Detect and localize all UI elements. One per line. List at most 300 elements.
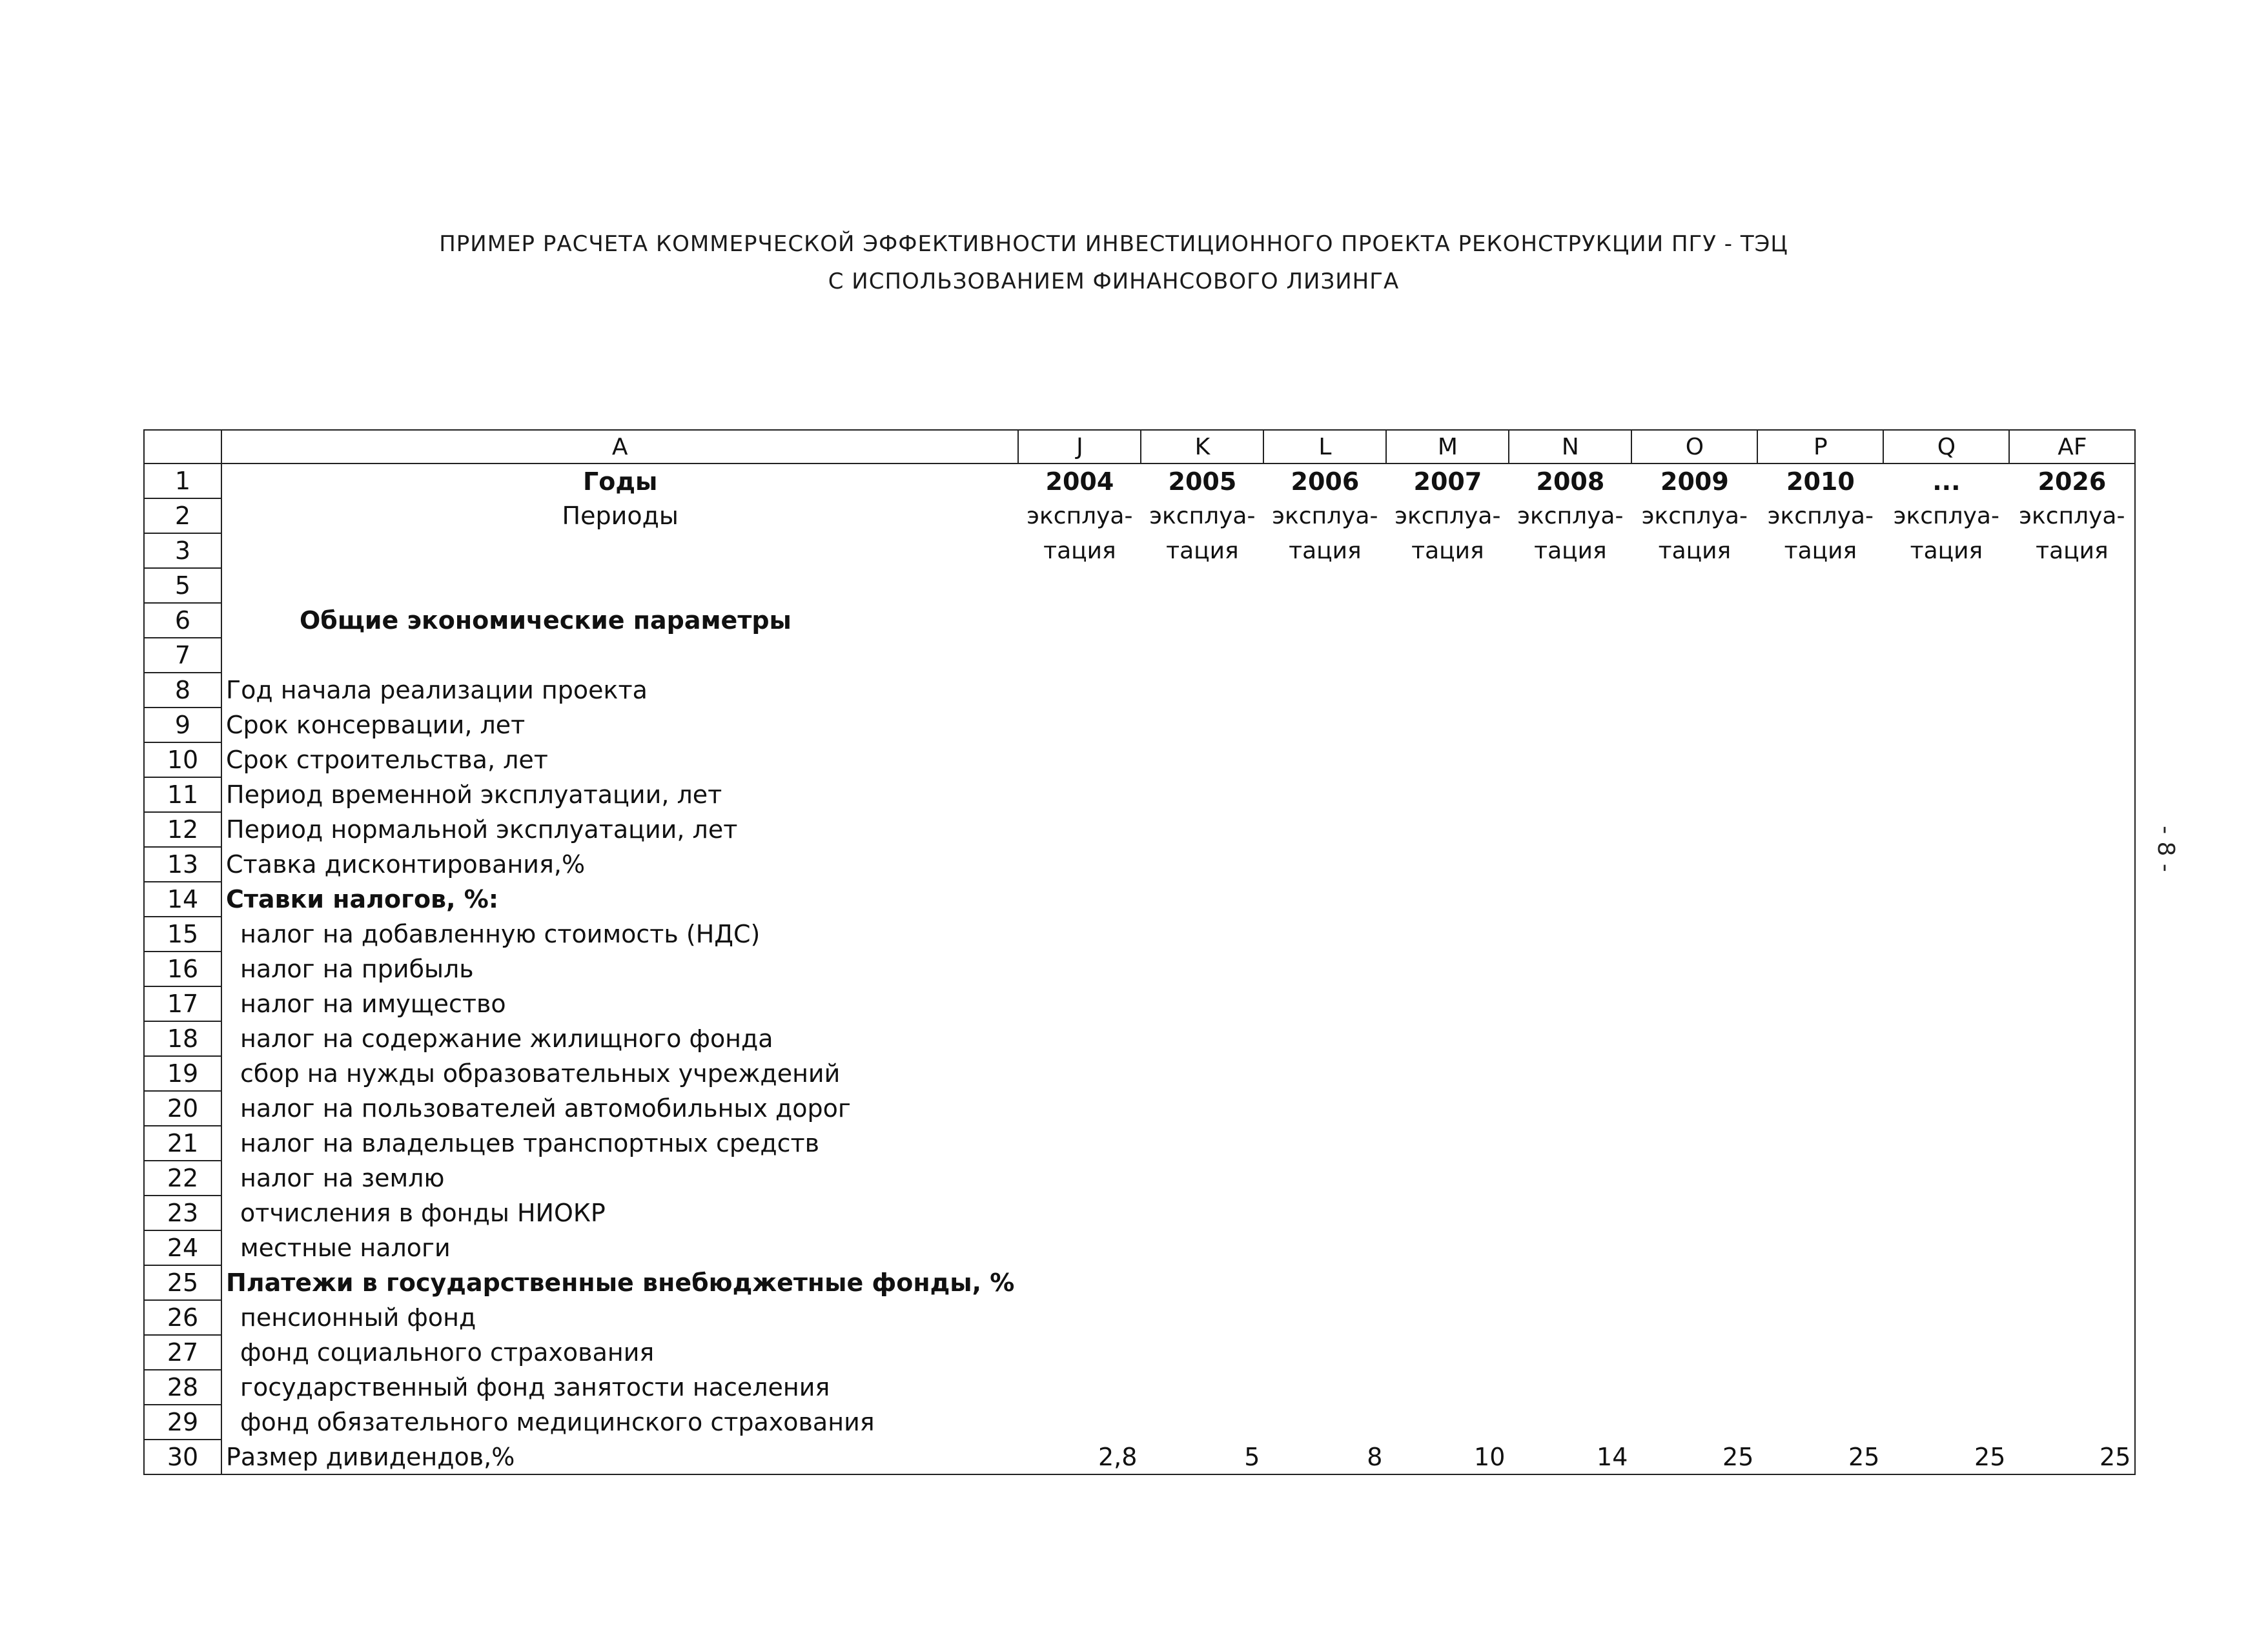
row-label: государственный фонд занятости населения (221, 1370, 1018, 1405)
value-cell (1883, 568, 2009, 603)
value-cell (1631, 847, 1757, 882)
value-cell (2009, 1091, 2135, 1126)
period-cell: тация (1043, 537, 1116, 564)
value-cell (1386, 882, 1509, 917)
value-cell (1141, 673, 1263, 708)
value-cell (1509, 673, 1631, 708)
value-cell (1141, 952, 1263, 986)
value-cell (1141, 708, 1263, 742)
column-header-o: O (1631, 430, 1757, 463)
dividend-value: 25 (2009, 1440, 2135, 1474)
parameter-row (144, 812, 2135, 847)
value-cell (1263, 673, 1386, 708)
value-cell (1631, 1230, 1757, 1265)
value-cell (1509, 1230, 1631, 1265)
value-cell (1509, 638, 1631, 673)
value-cell (1631, 603, 1757, 638)
value-cell (1386, 1161, 1509, 1196)
value-cell (1018, 986, 1141, 1021)
row-number: 26 (144, 1300, 221, 1335)
row-label: Ставка дисконтирования,% (221, 847, 1018, 882)
value-cell (1883, 708, 2009, 742)
row-number: 10 (144, 742, 221, 777)
value-cell (1263, 1265, 1386, 1300)
years-label: Годы (221, 463, 1018, 498)
value-cell (2009, 1405, 2135, 1440)
value-cell (1631, 1370, 1757, 1405)
column-header-k: K (1141, 430, 1263, 463)
column-header-af: AF (2009, 430, 2135, 463)
periods-row-continued (144, 533, 2135, 568)
value-cell (1263, 1370, 1386, 1405)
value-cell (2009, 1370, 2135, 1405)
dividends-label: Размер дивидендов,% (221, 1440, 1018, 1474)
value-cell (1631, 1265, 1757, 1300)
dividend-value: 2,8 (1018, 1440, 1141, 1474)
value-cell (1757, 882, 1883, 917)
row-label: пенсионный фонд (221, 1300, 1018, 1335)
parameter-row (144, 1335, 2135, 1370)
value-cell (1263, 708, 1386, 742)
value-cell (1141, 603, 1263, 638)
value-cell (1757, 568, 1883, 603)
value-cell (1386, 1126, 1509, 1161)
value-cell (1631, 638, 1757, 673)
row-number: 29 (144, 1405, 221, 1440)
value-cell (1631, 568, 1757, 603)
period-cell: тация (1411, 537, 1484, 564)
value-cell (1883, 812, 2009, 847)
period-cell: эксплуа- (1641, 502, 1748, 529)
value-cell (2009, 638, 2135, 673)
value-cell (1883, 1056, 2009, 1091)
period-cell: тация (1534, 537, 1607, 564)
row-number: 25 (144, 1265, 221, 1300)
row-label: сбор на нужды образовательных учреждений (221, 1056, 1018, 1091)
value-cell (1509, 882, 1631, 917)
dividend-value: 8 (1263, 1440, 1386, 1474)
value-cell (1883, 986, 2009, 1021)
value-cell (1509, 1021, 1631, 1056)
value-cell (1141, 1265, 1263, 1300)
parameter-row (144, 1370, 2135, 1405)
row-label: Срок консервации, лет (221, 708, 1018, 742)
value-cell (2009, 847, 2135, 882)
value-cell (1018, 742, 1141, 777)
document-title-line-1: ПРИМЕР РАСЧЕТА КОММЕРЧЕСКОЙ ЭФФЕКТИВНОСТИ ИНВЕСТИЦИОННОГО ПРОЕКТА РЕКОНСТРУКЦИИ ПГУ - ТЭЦ (439, 231, 1788, 257)
value-cell (1631, 882, 1757, 917)
value-cell (1757, 742, 1883, 777)
value-cell (1757, 1126, 1883, 1161)
page-number: - 8 - (2152, 826, 2180, 872)
value-cell (1883, 1161, 2009, 1196)
value-cell (1757, 708, 1883, 742)
row-number: 5 (144, 568, 221, 603)
value-cell (1141, 917, 1263, 952)
value-cell (1386, 986, 1509, 1021)
value-cell (1631, 986, 1757, 1021)
parameter-row (144, 568, 2135, 603)
value-cell (1757, 673, 1883, 708)
value-cell (1509, 1126, 1631, 1161)
value-cell (2009, 986, 2135, 1021)
value-cell (2009, 777, 2135, 812)
value-cell (2009, 812, 2135, 847)
value-cell (1141, 1300, 1263, 1335)
row-label (221, 533, 1018, 568)
value-cell (1509, 1300, 1631, 1335)
value-cell (1263, 1196, 1386, 1230)
period-cell: тация (1166, 537, 1239, 564)
value-cell (1263, 986, 1386, 1021)
parameter-row (144, 952, 2135, 986)
parameter-row (144, 847, 2135, 882)
years-row (144, 463, 2135, 498)
value-cell (1386, 1300, 1509, 1335)
value-cell (1141, 568, 1263, 603)
row-number: 9 (144, 708, 221, 742)
parameter-row (144, 777, 2135, 812)
value-cell (1509, 603, 1631, 638)
value-cell (1141, 1405, 1263, 1440)
parameter-row (144, 708, 2135, 742)
period-cell: эксплуа- (2009, 498, 2135, 533)
dividend-value: 10 (1386, 1440, 1509, 1474)
value-cell (1018, 638, 1141, 673)
row-number: 20 (144, 1091, 221, 1126)
value-cell (1631, 1161, 1757, 1196)
value-cell (1263, 847, 1386, 882)
value-cell (1883, 917, 2009, 952)
value-cell (1263, 568, 1386, 603)
value-cell (1018, 1405, 1141, 1440)
value-cell (1018, 1091, 1141, 1126)
value-cell (1509, 742, 1631, 777)
value-cell (1509, 1056, 1631, 1091)
value-cell (1883, 1370, 2009, 1405)
value-cell (1883, 1091, 2009, 1126)
value-cell (1631, 1196, 1757, 1230)
row-label: налог на прибыль (221, 952, 1018, 986)
value-cell (2009, 1335, 2135, 1370)
value-cell (1509, 708, 1631, 742)
value-cell (1386, 568, 1509, 603)
row-number: 13 (144, 847, 221, 882)
row-label: Год начала реализации проекта (221, 673, 1018, 708)
parameter-row (144, 986, 2135, 1021)
value-cell (2009, 1056, 2135, 1091)
row-label: Срок строительства, лет (221, 742, 1018, 777)
row-label: Период временной эксплуатации, лет (221, 777, 1018, 812)
value-cell (1631, 1126, 1757, 1161)
value-cell (2009, 603, 2135, 638)
value-cell (1386, 1230, 1509, 1265)
parameter-row (144, 742, 2135, 777)
value-cell (1386, 1335, 1509, 1370)
value-cell (1386, 1091, 1509, 1126)
value-cell (1263, 812, 1386, 847)
dividend-value: 14 (1509, 1440, 1631, 1474)
value-cell (1018, 812, 1141, 847)
value-cell (1263, 1335, 1386, 1370)
value-cell (1018, 847, 1141, 882)
value-cell (1631, 777, 1757, 812)
value-cell (1883, 952, 2009, 986)
row-label: отчисления в фонды НИОКР (221, 1196, 1018, 1230)
parameter-row (144, 1161, 2135, 1196)
row-label: налог на имущество (221, 986, 1018, 1021)
value-cell (1757, 1161, 1883, 1196)
parameter-row (144, 1405, 2135, 1440)
period-cell: тация (1658, 537, 1732, 564)
value-cell (1263, 638, 1386, 673)
value-cell (1757, 986, 1883, 1021)
value-cell (1141, 1021, 1263, 1056)
value-cell (1141, 986, 1263, 1021)
year-cell: 2008 (1536, 467, 1605, 496)
value-cell (1883, 1230, 2009, 1265)
value-cell (1757, 812, 1883, 847)
value-cell (1631, 1300, 1757, 1335)
value-cell (1386, 952, 1509, 986)
value-cell (1263, 1161, 1386, 1196)
value-cell (1757, 1335, 1883, 1370)
economic-parameters-table (143, 429, 2136, 1475)
row-label: налог на землю (221, 1161, 1018, 1196)
value-cell (1386, 847, 1509, 882)
row-number: 14 (144, 882, 221, 917)
value-cell (1141, 638, 1263, 673)
parameter-row (144, 1265, 2135, 1300)
value-cell (2009, 708, 2135, 742)
parameter-row (144, 917, 2135, 952)
value-cell (1757, 1056, 1883, 1091)
section-heading: Общие экономические параметры (221, 603, 1018, 638)
value-cell (2009, 742, 2135, 777)
value-cell (2009, 673, 2135, 708)
value-cell (2009, 1126, 2135, 1161)
value-cell (1757, 917, 1883, 952)
value-cell (1883, 1021, 2009, 1056)
value-cell (1263, 917, 1386, 952)
value-cell (1141, 1230, 1263, 1265)
value-cell (2009, 1300, 2135, 1335)
row-label: налог на владельцев транспортных средств (221, 1126, 1018, 1161)
year-cell: 2004 (1045, 467, 1114, 496)
value-cell (1018, 952, 1141, 986)
period-cell: эксплуа- (1027, 502, 1133, 529)
row-number: 1 (144, 463, 221, 498)
value-cell (1263, 777, 1386, 812)
value-cell (1509, 1335, 1631, 1370)
value-cell (1018, 1335, 1141, 1370)
period-cell: эксплуа- (1149, 502, 1256, 529)
column-header-a: A (221, 430, 1018, 463)
value-cell (1018, 603, 1141, 638)
value-cell (1757, 952, 1883, 986)
value-cell (1386, 1370, 1509, 1405)
value-cell (1018, 882, 1141, 917)
value-cell (1141, 1161, 1263, 1196)
value-cell (1018, 777, 1141, 812)
value-cell (1631, 1405, 1757, 1440)
parameter-row (144, 1196, 2135, 1230)
value-cell (2009, 882, 2135, 917)
value-cell (1509, 1265, 1631, 1300)
value-cell (1509, 986, 1631, 1021)
value-cell (1883, 1405, 2009, 1440)
value-cell (1509, 847, 1631, 882)
value-cell (1263, 1091, 1386, 1126)
value-cell (1141, 1126, 1263, 1161)
period-cell: тация (1784, 537, 1857, 564)
row-number: 3 (144, 533, 221, 568)
year-cell: 2005 (1168, 467, 1237, 496)
value-cell (1263, 1405, 1386, 1440)
parameter-row (144, 1021, 2135, 1056)
row-label: Ставки налогов, %: (221, 882, 1018, 917)
value-cell (2009, 1230, 2135, 1265)
row-label: налог на содержание жилищного фонда (221, 1021, 1018, 1056)
value-cell (1631, 742, 1757, 777)
value-cell (1883, 882, 2009, 917)
value-cell (1141, 777, 1263, 812)
row-number: 8 (144, 673, 221, 708)
value-cell (1509, 812, 1631, 847)
value-cell (1757, 1300, 1883, 1335)
value-cell (1386, 1265, 1509, 1300)
row-label (221, 638, 1018, 673)
value-cell (2009, 568, 2135, 603)
value-cell (1263, 742, 1386, 777)
row-number: 6 (144, 603, 221, 638)
value-cell (1757, 1370, 1883, 1405)
parameter-row (144, 673, 2135, 708)
row-number: 17 (144, 986, 221, 1021)
value-cell (2009, 952, 2135, 986)
value-cell (1141, 1370, 1263, 1405)
value-cell (1757, 1265, 1883, 1300)
value-cell (1631, 673, 1757, 708)
parameter-row (144, 1056, 2135, 1091)
value-cell (1018, 1056, 1141, 1091)
value-cell (1757, 603, 1883, 638)
value-cell (1386, 638, 1509, 673)
dividend-value: 25 (1631, 1440, 1757, 1474)
dividend-value: 5 (1141, 1440, 1263, 1474)
value-cell (1757, 1091, 1883, 1126)
row-label: налог на добавленную стоимость (НДС) (221, 917, 1018, 952)
value-cell (1757, 777, 1883, 812)
dividends-row (144, 1440, 2135, 1474)
year-cell: 2009 (1660, 467, 1729, 496)
column-header-m: M (1386, 430, 1509, 463)
row-label: местные налоги (221, 1230, 1018, 1265)
value-cell (1141, 1335, 1263, 1370)
year-cell: ... (1932, 467, 1961, 496)
value-cell (1018, 1126, 1141, 1161)
value-cell (1509, 777, 1631, 812)
corner-cell (144, 430, 221, 463)
row-label: Период нормальной эксплуатации, лет (221, 812, 1018, 847)
row-number: 15 (144, 917, 221, 952)
year-cell: 2026 (2009, 463, 2135, 498)
value-cell (1757, 638, 1883, 673)
value-cell (1386, 742, 1509, 777)
value-cell (1018, 1161, 1141, 1196)
row-number: 19 (144, 1056, 221, 1091)
value-cell (1631, 812, 1757, 847)
row-number: 2 (144, 498, 221, 533)
value-cell (1509, 1196, 1631, 1230)
year-cell: 2010 (1786, 467, 1855, 496)
parameter-row (144, 1300, 2135, 1335)
value-cell (1018, 708, 1141, 742)
document-title-line-2: С ИСПОЛЬЗОВАНИЕМ ФИНАНСОВОГО ЛИЗИНГА (828, 269, 1400, 294)
periods-label: Периоды (221, 498, 1018, 533)
period-cell: эксплуа- (1767, 502, 1874, 529)
value-cell (1263, 1230, 1386, 1265)
column-header-l: L (1263, 430, 1386, 463)
value-cell (1263, 603, 1386, 638)
value-cell (1509, 1370, 1631, 1405)
row-label: фонд социального страхования (221, 1335, 1018, 1370)
dividend-value: 25 (1757, 1440, 1883, 1474)
value-cell (1631, 1021, 1757, 1056)
value-cell (1631, 917, 1757, 952)
value-cell (1631, 952, 1757, 986)
dividend-value: 25 (1883, 1440, 2009, 1474)
value-cell (1883, 742, 2009, 777)
value-cell (2009, 917, 2135, 952)
value-cell (1883, 1126, 2009, 1161)
value-cell (1263, 1126, 1386, 1161)
value-cell (1141, 812, 1263, 847)
value-cell (1757, 1021, 1883, 1056)
row-number: 24 (144, 1230, 221, 1265)
value-cell (1018, 1196, 1141, 1230)
value-cell (1018, 1370, 1141, 1405)
value-cell (1386, 812, 1509, 847)
parameter-rows (144, 568, 2135, 1440)
value-cell (1018, 917, 1141, 952)
period-cell: эксплуа- (1395, 502, 1501, 529)
row-label: фонд обязательного медицинского страхования (221, 1405, 1018, 1440)
row-number: 12 (144, 812, 221, 847)
row-number: 28 (144, 1370, 221, 1405)
value-cell (1883, 1300, 2009, 1335)
row-number: 23 (144, 1196, 221, 1230)
row-number: 16 (144, 952, 221, 986)
value-cell (1631, 1091, 1757, 1126)
parameter-row (144, 603, 2135, 638)
value-cell (1386, 1405, 1509, 1440)
value-cell (1509, 952, 1631, 986)
value-cell (1509, 1091, 1631, 1126)
value-cell (1141, 847, 1263, 882)
row-number: 18 (144, 1021, 221, 1056)
row-label: Платежи в государственные внебюджетные фонды, % (221, 1265, 1018, 1300)
value-cell (1883, 1265, 2009, 1300)
value-cell (2009, 1265, 2135, 1300)
row-number: 30 (144, 1440, 221, 1474)
value-cell (1018, 568, 1141, 603)
value-cell (1386, 917, 1509, 952)
value-cell (1386, 1056, 1509, 1091)
value-cell (1263, 1021, 1386, 1056)
year-cell: 2007 (1413, 467, 1482, 496)
value-cell (1883, 673, 2009, 708)
